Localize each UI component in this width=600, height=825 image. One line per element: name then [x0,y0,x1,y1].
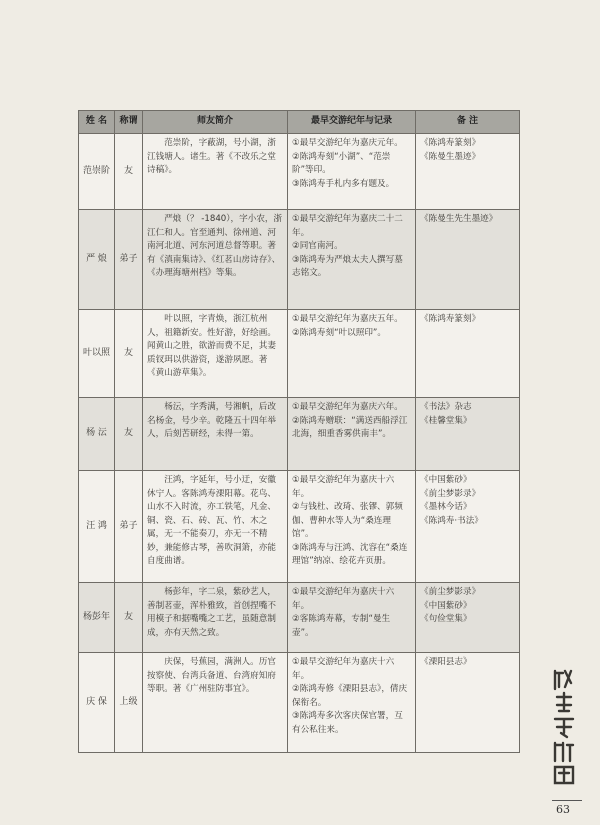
table-header-row [79,111,520,134]
row-bio: 严烺（？ -1840），字小农，浙江仁和人。官至通判、徐州道、河南河北道、河东河道总督等职。著有《滇南集诗》、《红茗山房诗存》、《办理海塘州档》等集。 [143,210,288,310]
row-notes [416,583,520,653]
record-line: ②陈鸿寿刻“叶以照印”。 [292,327,386,338]
record-line: ①最早交游纪年为嘉庆六年。 [292,402,403,412]
note-line: 《句俭堂集》 [420,614,472,624]
row-bio: 杨彭年，字二泉，紫砂艺人，善制茗壶，浑朴雅致，首创捏嘴不用模子和据嘴嘴之工艺，虽随意制成，亦有天然之致。 [143,583,288,653]
record-line: ②陈鸿寿赠联：“满送西船浮江北海，细重香雾供南丰”。 [292,415,408,439]
note-line: 《书法》杂志 [420,402,472,412]
record-line: ③陈鸿寿多次客庆保官署，互有公私往来。 [292,711,403,735]
note-line: 《前尘梦影录》 [420,587,481,597]
table-row [79,210,520,310]
header-bio: 师友简介 [143,111,288,134]
row-records [288,310,416,398]
row-relation: 上级 [115,653,143,753]
record-line: ①最早交游纪年为嘉庆十六年。 [292,587,395,611]
table-row [79,398,520,471]
row-records [288,653,416,753]
note-line: 《陈曼生先生墨迹》 [420,214,498,224]
row-name: 杨 沄 [79,398,115,471]
row-name: 杨彭年 [79,583,115,653]
record-line: ②同官南河。 [292,241,343,251]
row-bio: 庆保，号蕉园，满洲人。历官按察使、台湾兵备道、台湾府知府等职。著《广州驻防事宜》。 [143,653,288,753]
row-name: 庆 保 [79,653,115,753]
record-line: ③陈鸿寿与汪鸿、沈容在“桑连理馆”纳凉、绘花卉页册。 [292,542,408,566]
row-name: 严 烺 [79,210,115,310]
row-relation: 弟子 [115,210,143,310]
row-bio: 汪鸿，字延年，号小迂，安徽休宁人。客陈鸿寿溧阳幕。花鸟、山水不入时流，亦工铁笔，凡金、铜、瓷、石、砖、瓦、竹、木之属，无一不能奏刀，亦无一不精妙，兼能修古琴，善吹洞箫，亦能自度曲谱。 [143,471,288,583]
record-line: ③陈鸿寿手札内多有题及。 [292,178,395,189]
row-name: 叶以照 [79,310,115,398]
row-notes [416,210,520,310]
record-line: ②与钱杜、改琦、张镠、郭频伽、曹种水等人为“桑连理馆”。 [292,502,403,539]
table-row [79,310,520,398]
row-records [288,583,416,653]
friends-table [78,110,520,753]
note-line: 《陈鸿寿·书法》 [420,515,483,526]
row-records [288,210,416,310]
note-line: 《陈曼生墨迹》 [420,151,481,162]
note-line: 《中国紫砂》 [420,600,472,611]
row-notes [416,398,520,471]
row-name: 汪 鸿 [79,471,115,583]
row-records [288,398,416,471]
calligraphy-seal-icon [549,665,579,785]
row-bio: 杨沄，字秀满，号湘帆，后改名杨金，号少辛。乾隆五十四年举人，后刻苦研经，未得一第。 [143,398,288,471]
row-records [288,471,416,583]
note-line: 《陈鸿寿篆刻》 [420,138,481,148]
record-line: ①最早交游纪年为嘉庆五年。 [292,314,403,324]
note-line: 《前尘梦影录》 [420,488,481,499]
row-notes [416,310,520,398]
record-line: ①最早交游纪年为嘉庆十六年。 [292,657,395,681]
row-notes [416,471,520,583]
row-records [288,134,416,210]
row-relation: 友 [115,583,143,653]
friends-table-container [78,110,519,753]
note-line: 《桂馨堂集》 [420,415,472,426]
header-notes: 备 注 [416,111,520,134]
table-row [79,583,520,653]
row-notes [416,134,520,210]
note-line: 《溧阳县志》 [420,657,472,667]
row-relation: 友 [115,398,143,471]
row-relation: 友 [115,134,143,210]
note-line: 《墨林今话》 [420,502,472,512]
page-number: 63 [556,803,570,816]
table-row [79,134,520,210]
table-row [79,653,520,753]
record-line: ②客陈鸿寿幕，专制“曼生壶”。 [292,614,391,638]
row-relation: 友 [115,310,143,398]
record-line: ①最早交游纪年为嘉庆元年。 [292,138,403,148]
record-line: ③陈鸿寿为严烺太夫人撰写墓志铭文。 [292,254,403,278]
header-records: 最早交游纪年与记录 [288,111,416,134]
header-relation: 称谓 [115,111,143,134]
record-line: ②陈鸿寿修《溧阳县志》，倩庆保衔名。 [292,684,408,708]
record-line: ①最早交游纪年为嘉庆二十二年。 [292,214,403,238]
row-bio: 叶以照，字青焕，浙江杭州人，祖籍新安。性好游，好绘画。闻黄山之胜，欲游而费不足，其妻质钗珥以供游资，遂游夙愿。著《黄山游草集》。 [143,310,288,398]
row-name: 范崇阶 [79,134,115,210]
note-line: 《陈鸿寿篆刻》 [420,314,481,324]
record-line: ②陈鸿寿刻“小湖”、“范崇阶”等印。 [292,151,391,175]
page-number-rule [552,800,582,801]
record-line: ①最早交游纪年为嘉庆十六年。 [292,475,395,499]
row-bio: 范崇阶，字蔽湖，号小湖，浙江钱塘人。诸生。著《不改乐之堂诗稿》。 [143,134,288,210]
row-notes [416,653,520,753]
row-relation: 弟子 [115,471,143,583]
table-row [79,471,520,583]
header-name: 姓 名 [79,111,115,134]
note-line: 《中国紫砂》 [420,475,472,485]
